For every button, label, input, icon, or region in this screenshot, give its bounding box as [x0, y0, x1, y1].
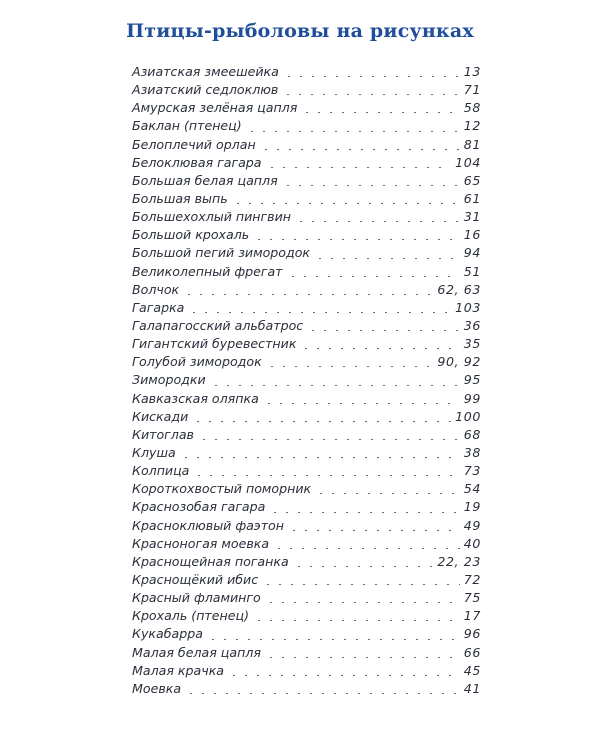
entry-page-number: 49: [463, 517, 481, 533]
index-entry: [132, 463, 481, 481]
entry-page-number: 71: [463, 82, 481, 98]
dot-leader: [314, 258, 460, 259]
index-entry: [132, 590, 481, 608]
entry-page-number: 58: [463, 100, 481, 116]
entry-name: Голубой зимородок: [132, 354, 262, 370]
dot-leader: [210, 385, 460, 386]
entry-page-number: 36: [463, 317, 481, 333]
entry-name: Галапагосский альбатрос: [132, 317, 304, 333]
dot-leader: [180, 457, 460, 458]
dot-leader: [301, 112, 459, 113]
dot-leader: [288, 530, 460, 531]
entry-page-number: 66: [463, 644, 481, 660]
entry-name: Малая белая цапля: [132, 644, 261, 660]
entry-name: Волчок: [132, 281, 180, 297]
dot-leader: [188, 312, 451, 313]
entry-name: Кавказская оляпка: [132, 390, 259, 406]
entry-page-number: 61: [463, 190, 481, 206]
entry-name: Кискади: [132, 408, 189, 424]
entry-page-number: 41: [463, 680, 481, 696]
dot-leader: [232, 203, 460, 204]
entry-page-number: 100: [455, 408, 481, 424]
index-entry: [132, 372, 481, 390]
index-entry: [132, 681, 481, 699]
entry-name: Гигантский буревестник: [132, 336, 297, 352]
dot-leader: [282, 94, 459, 95]
index-list: [132, 64, 481, 699]
entry-page-number: 22, 23: [437, 553, 481, 569]
entry-page-number: 45: [463, 662, 481, 678]
entry-page-number: 72: [463, 571, 481, 587]
index-entry: [132, 572, 481, 590]
index-entry: [132, 554, 481, 572]
index-entry: [132, 626, 481, 644]
index-entry: [132, 536, 481, 554]
entry-page-number: 35: [463, 336, 481, 352]
entry-page-number: 73: [463, 463, 481, 479]
dot-leader: [315, 493, 460, 494]
index-entry: [132, 663, 481, 681]
index-entry: [132, 391, 481, 409]
index-entry: [132, 336, 481, 354]
entry-name: Большая выпь: [132, 190, 228, 206]
dot-leader: [287, 276, 460, 277]
index-entry: [132, 191, 481, 209]
dot-leader: [183, 294, 433, 295]
entry-page-number: 96: [463, 626, 481, 642]
entry-name: Красноклювый фаэтон: [132, 517, 284, 533]
entry-page-number: 19: [463, 499, 481, 515]
entry-name: Краснощёкий ибис: [132, 571, 259, 587]
dot-leader: [185, 693, 460, 694]
dot-leader: [228, 675, 460, 676]
entry-name: Большехохлый пингвин: [132, 209, 291, 225]
entry-name: Большой крохаль: [132, 227, 250, 243]
entry-name: Краснозобая гагара: [132, 499, 266, 515]
entry-name: Кукабарра: [132, 626, 203, 642]
index-entry: [132, 209, 481, 227]
entry-page-number: 40: [463, 535, 481, 551]
entry-page-number: 103: [455, 299, 481, 315]
index-entry: [132, 100, 481, 118]
index-entry: [132, 264, 481, 282]
entry-page-number: 75: [463, 590, 481, 606]
index-entry: [132, 518, 481, 536]
index-entry: [132, 645, 481, 663]
entry-name: Гагарка: [132, 299, 185, 315]
entry-page-number: 99: [463, 390, 481, 406]
index-entry: [132, 445, 481, 463]
entry-name: Большая белая цапля: [132, 172, 278, 188]
dot-leader: [266, 366, 434, 367]
entry-page-number: 104: [455, 154, 481, 170]
dot-leader: [295, 221, 460, 222]
entry-name: Зимородки: [132, 372, 206, 388]
index-entry: [132, 427, 481, 445]
index-entry: [132, 64, 481, 82]
entry-page-number: 94: [463, 245, 481, 261]
dot-leader: [253, 239, 460, 240]
entry-name: Крохаль (птенец): [132, 608, 249, 624]
entry-name: Красноногая моевка: [132, 535, 270, 551]
entry-page-number: 38: [463, 444, 481, 460]
dot-leader: [265, 602, 460, 603]
entry-page-number: 62, 63: [437, 281, 481, 297]
dot-leader: [192, 421, 451, 422]
index-entry: [132, 300, 481, 318]
dot-leader: [266, 167, 452, 168]
index-entry: [132, 608, 481, 626]
dot-leader: [198, 439, 460, 440]
entry-name: Китоглав: [132, 426, 194, 442]
dot-leader: [253, 620, 460, 621]
dot-leader: [263, 403, 460, 404]
index-entry: [132, 318, 481, 336]
index-entry: [132, 155, 481, 173]
entry-name: Красный фламинго: [132, 590, 261, 606]
entry-page-number: 16: [463, 227, 481, 243]
entry-page-number: 54: [463, 481, 481, 497]
entry-name: Азиатская змеешейка: [132, 64, 279, 79]
index-entry: [132, 245, 481, 263]
entry-name: Белоплечий орлан: [132, 136, 256, 152]
index-entry: [132, 118, 481, 136]
dot-leader: [307, 330, 460, 331]
dot-leader: [207, 639, 460, 640]
entry-name: Короткохвостый поморник: [132, 481, 312, 497]
entry-name: Колпица: [132, 463, 190, 479]
entry-page-number: 13: [463, 64, 481, 79]
entry-page-number: 17: [463, 608, 481, 624]
index-entry: [132, 481, 481, 499]
page-title: Птицы-рыболовы на рисунках: [126, 20, 474, 42]
index-entry: [132, 82, 481, 100]
index-entry: [132, 137, 481, 155]
entry-name: Моевка: [132, 680, 182, 696]
dot-leader: [246, 131, 460, 132]
dot-leader: [262, 584, 460, 585]
index-entry: [132, 354, 481, 372]
entry-name: Белоклювая гагара: [132, 154, 262, 170]
index-entry: [132, 282, 481, 300]
dot-leader: [300, 348, 459, 349]
entry-page-number: 81: [463, 136, 481, 152]
entry-name: Амурская зелёная цапля: [132, 100, 298, 116]
index-entry: [132, 409, 481, 427]
index-entry: [132, 499, 481, 517]
entry-page-number: 90, 92: [437, 354, 481, 370]
entry-name: Баклан (птенец): [132, 118, 242, 134]
entry-name: Великолепный фрегат: [132, 263, 283, 279]
dot-leader: [269, 512, 459, 513]
dot-leader: [283, 76, 460, 77]
entry-name: Клуша: [132, 444, 176, 460]
dot-leader: [273, 548, 460, 549]
entry-page-number: 51: [463, 263, 481, 279]
entry-page-number: 65: [463, 172, 481, 188]
entry-page-number: 68: [463, 426, 481, 442]
entry-name: Большой пегий зимородок: [132, 245, 311, 261]
entry-name: Малая крачка: [132, 662, 225, 678]
dot-leader: [260, 149, 460, 150]
index-entry: [132, 173, 481, 191]
dot-leader: [282, 185, 460, 186]
entry-page-number: 31: [463, 209, 481, 225]
entry-name: Краснощейная поганка: [132, 553, 289, 569]
index-entry: [132, 227, 481, 245]
dot-leader: [193, 475, 459, 476]
entry-page-number: 12: [463, 118, 481, 134]
dot-leader: [265, 657, 460, 658]
entry-name: Азиатский седлоклюв: [132, 82, 279, 98]
entry-page-number: 95: [463, 372, 481, 388]
dot-leader: [293, 566, 434, 567]
